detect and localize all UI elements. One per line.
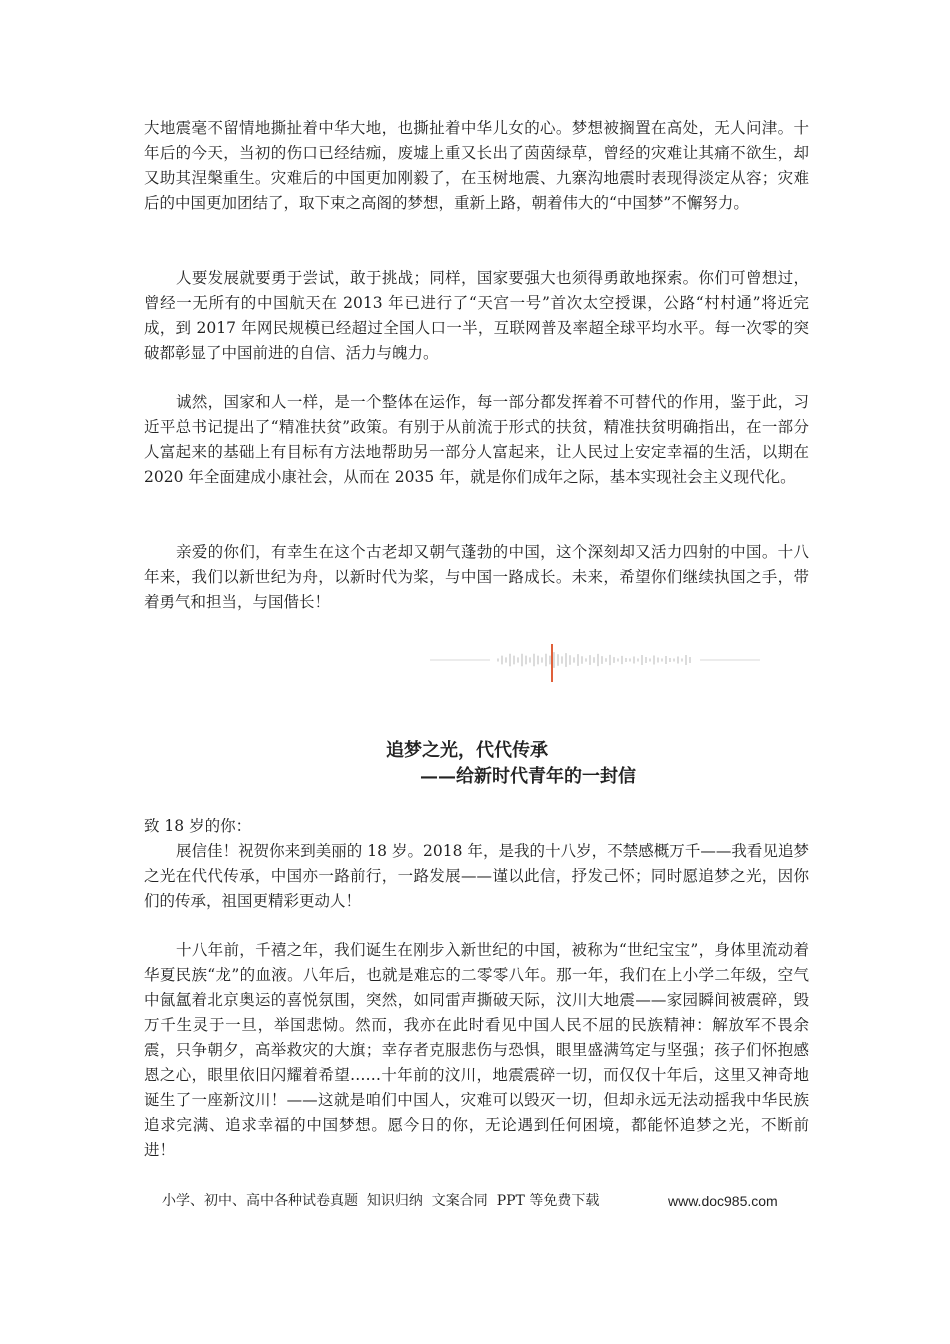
letter-paragraph-wenchuan: 十八年前，千禧之年，我们诞生在刚步入新世纪的中国，被称为“世纪宝宝”，身体里流动着华夏民族“龙”的血液。八年后，也就是难忘的二零零八年。那一年，我们在上小学二年级，空气中氤氲着北京奥运的喜悦氛围，突然，如同雷声撕破天际，汶川大地震——家园瞬间被震碎，毁万千生灵于一旦，举国悲恸。然而，我亦在此时看见中国人民不屈的民族精神：解放军不畏余震，只争朝夕，高举救灾的大旗；幸存者克服悲伤与恐惧，眼里盛满笃定与坚强；孩子们怀抱感恩之心，眼里依旧闪耀着希望……十年前的汶川，地震震碎一切，而仅仅十年后，这里又神奇地诞生了一座新汶川！——这就是咱们中国人，灾难可以毁灭一切，但却永远无法动摇我中华民族追求完满、追求幸福的中国梦想。愿今日的你，无论遇到任何困境，都能怀追梦之光，不断前进！ xyxy=(144,941,809,1159)
paragraph-poverty-alleviation: 诚然，国家和人一样，是一个整体在运作，每一部分都发挥着不可替代的作用，鉴于此，习近平总书记提出了“精准扶贫”政策。有别于从前流于形式的扶贫，精准扶贫明确指出，在一部分人富起来的基础上有目标有方法地帮助另一部分人富起来，让人民过上安定幸福的生活，以期在 2020 年全面建成小康社会，从而在 2035 年，就是你们成年之际，基本实现社会主义现代化。 xyxy=(144,393,809,486)
footer-text: 小学、初中、高中各种试卷真题 知识归纳 文案合同 PPT 等免费下载 xyxy=(162,1193,600,1209)
paragraph-exploration: 人要发展就要勇于尝试，敢于挑战；同样，国家要强大也须得勇敢地探索。你们可曾想过，曾经一无所有的中国航天在 2013 年已进行了“天宫一号”首次太空授课，公路“村村通”将近完成，到 2017 年网民规模已经超过全国人口一半，互联网普及率超全球平均水平。每一次零的突破都彰显了中国前进的自信、活力与魄力。 xyxy=(144,269,809,362)
paragraph-earthquake-recovery: 大地震毫不留情地撕扯着中华大地，也撕扯着中华儿女的心。梦想被搁置在高处，无人问津。十年后的今天，当初的伤口已经结痂，废墟上重又长出了茵茵绿草，曾经的灾难让其痛不欲生，却又助其涅槃重生。灾难后的中国更加刚毅了，在玉树地震、九寨沟地震时表现得淡定从容；灾难后的中国更加团结了，取下束之高阁的梦想，重新上路，朝着伟大的“中国梦”不懈努力。 xyxy=(144,119,809,212)
letter-salutation: 致 18 岁的你： xyxy=(144,817,252,835)
paragraph-closing: 亲爱的你们，有幸生在这个古老却又朝气蓬勃的中国，这个深刻却又活力四射的中国。十八年来，我们以新世纪为舟，以新时代为桨，与中国一路成长。未来，希望你们继续执国之手，带着勇气和担当，与国偕长！ xyxy=(144,543,809,611)
letter-paragraph-greeting: 展信佳！祝贺你来到美丽的 18 岁。2018 年，是我的十八岁，不禁感概万千——我看见追梦之光在代代传承，中国亦一路前行，一路发展——谨以此信，抒发己怀；同时愿追梦之光，因你们的传承，祖国更精彩更动人！ xyxy=(144,842,809,910)
letter-title: 追梦之光，代代传承 xyxy=(386,740,548,761)
footer-url[interactable]: www.doc985.com xyxy=(668,1193,778,1209)
section-divider xyxy=(430,640,760,690)
letter-subtitle: ——给新时代青年的一封信 xyxy=(420,766,636,787)
